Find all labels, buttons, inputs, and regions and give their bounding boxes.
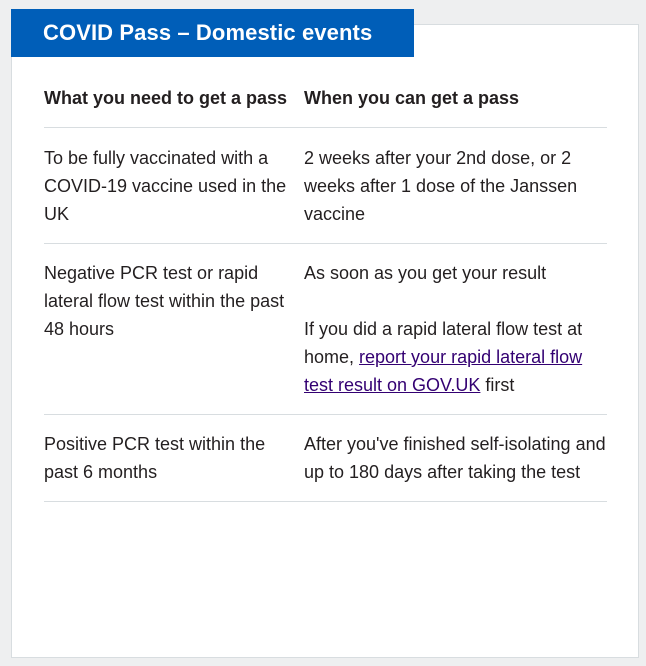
extra-prefix-text: If you did a rapid lateral flow test at home,	[304, 319, 583, 367]
table-row	[44, 415, 607, 502]
row-need-negative-test: Negative PCR test or rapid lateral flow test within the past 48 hours	[44, 244, 304, 415]
row-need-vaccinated: To be fully vaccinated with a COVID-19 vaccine used in the UK	[44, 128, 304, 244]
row-when-positive-test: After you've finished self-isolating and up to 180 days after taking the test	[304, 415, 607, 502]
row-when-negative-test-extra	[304, 315, 607, 399]
card-title: COVID Pass – Domestic events	[11, 9, 414, 57]
column-header-need: What you need to get a pass	[44, 84, 304, 128]
table-row	[44, 128, 607, 244]
row-need-positive-test: Positive PCR test within the past 6 months	[44, 415, 304, 502]
row-when-negative-test-main: As soon as you get your result	[304, 263, 547, 283]
row-when-negative-test	[304, 244, 607, 415]
table-header-row	[44, 84, 607, 128]
column-header-when: When you can get a pass	[304, 84, 607, 128]
extra-suffix-text: first	[480, 375, 515, 395]
row-when-vaccinated: 2 weeks after your 2nd dose, or 2 weeks after 1 dose of the Janssen vaccine	[304, 128, 607, 244]
table-row	[44, 244, 607, 415]
requirements-table	[44, 84, 607, 502]
report-lateral-flow-link[interactable]: report your rapid lateral flow test result on GOV.UK	[304, 347, 583, 395]
